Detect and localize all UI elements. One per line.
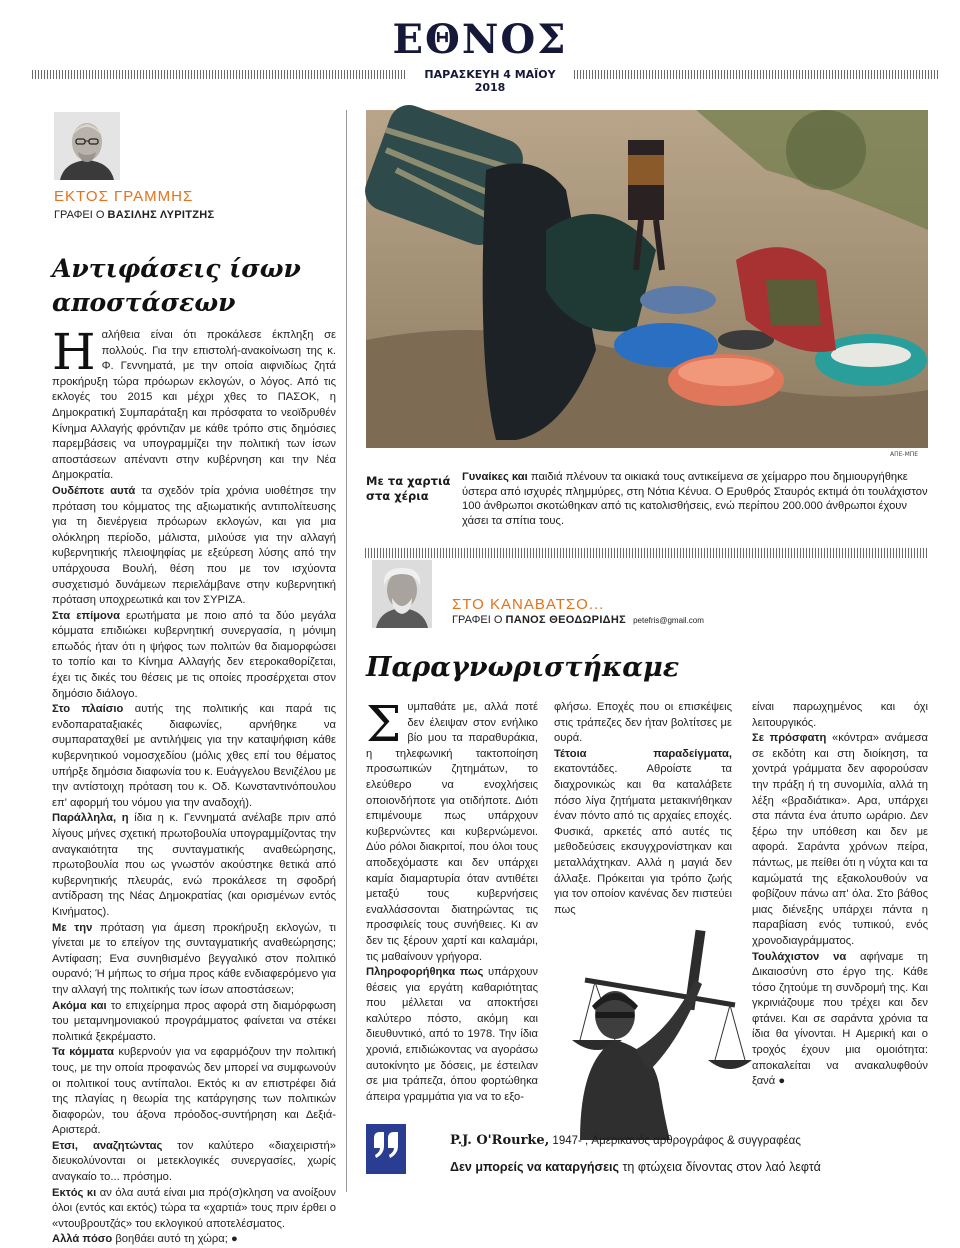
author-name: ΠΑΝΟΣ ΘΕΟΔΩΡΙΔΗΣ xyxy=(505,614,627,626)
justice-statue-icon xyxy=(540,920,760,1140)
drop-cap: Σ xyxy=(366,695,402,753)
paragraph-text: αυτής της πολιτικής και παρά τις ενδοπαραταξιακές διαφωνίες, αρνήθηκε να συμπαραταχθεί με αντιλήψεις για την καταψήφιση κάθε κυβερνητικού νομοσχεδίου (μόλις χθες επί του θέματος υπήρξε δημόσια διαφωνία του κ. Ευάγγελου Βενιζέλου με την αντίστοιχη πρόταση του κ. Οδ. Κωνσταντινόπουλου επ' αφορμή του νόμου για την αναδοχή). xyxy=(52,703,336,809)
paragraph xyxy=(52,1186,336,1233)
article-body-left xyxy=(52,323,337,1248)
paragraph-text: είναι παρωχημένος και όχι λειτουργικός. xyxy=(752,701,928,729)
masthead xyxy=(0,18,960,62)
quote-mark-icon xyxy=(366,1124,406,1174)
paragraph xyxy=(366,965,538,1105)
flood-photo-image xyxy=(366,110,928,448)
paragraph xyxy=(52,811,336,920)
paragraph-text: βοηθάει αυτό τη χώρα; ● xyxy=(112,1233,238,1246)
paragraph-lead: Στο πλαίσιο xyxy=(52,703,124,716)
newspaper-logo: ΕΘΝΟΣ xyxy=(392,16,568,63)
paragraph xyxy=(52,609,336,703)
photo-credit: ΑΠΕ-ΜΠΕ xyxy=(890,451,919,458)
quote-author-desc: 1947- , Αμερικανός αρθρογράφος & συγγραφέας xyxy=(549,1135,801,1147)
byline-lyritzis xyxy=(54,209,214,221)
quote-text xyxy=(450,1160,821,1174)
paragraph-lead: Πληροφορήθηκα πως xyxy=(366,966,484,979)
paragraph xyxy=(554,747,732,919)
paragraph xyxy=(52,921,336,999)
paragraph-text: κυβερνούν για να εφαρμόζουν την πολιτική τους, με την οποία προφανώς δεν μπορεί να συμφωνούν οι πολιτικοί τους αντίπαλοι. Εκτός κι αν επιστρέφει διά της πλαγίας η θεωρία της κατάργησης των πολιτικών διαφορών, του άξονα πρόοδος-συντήρηση και Δεξιά-Αριστερά. xyxy=(52,1046,336,1137)
paragraph-lead: Με την xyxy=(52,921,93,934)
justice-statue-image xyxy=(540,920,760,1140)
column-divider xyxy=(346,110,347,1192)
paragraph-text: ερωτήματα με ποιο από τα δύο μεγάλα κόμματα επιδιώκει κυβερνητική συνεργασία, η μόνιμη επωδός ήταν ότι η ψήφος των πολιτών θα διαμορφώσει το τοπίο και το Κίνημα Αλλαγής δεν ετεροκαθορίζεται, έχει τις δικές του θέσεις με τις οποίες προσέρχεται στον δημόσιο διάλογο. xyxy=(52,609,337,700)
paragraph xyxy=(52,1045,336,1139)
paragraph xyxy=(52,702,336,811)
column-rubric-sto-kanavatso: ΣΤΟ ΚΑΝΑΒΑΤΣΟ... xyxy=(452,596,605,613)
article-body-right-col2 xyxy=(554,700,732,918)
headline-line-2: αποστάσεων xyxy=(52,288,236,317)
quote-body: τη φτώχεια δίνοντας στον λαό λεφτά xyxy=(619,1160,821,1174)
paragraph-text: φλήσω. Εποχές που οι επισκέψεις στις τράπεζες δεν ήταν βολτίτσες με ουρά. xyxy=(554,701,732,745)
caption-body: παιδιά πλένουν τα οικιακά τους αντικείμενα σε χείμαρρο που δημιουργήθηκε ύστερα από ισχυρές πλημμύρες, στη Νότια Κένυα. Ο Ερυθρός Σταυρός εκτιμά ότι τουλάχιστον 100 άνθρωποι σκοτώθηκαν από τις κατολισθήσεις, ενώ περίπου 200.000 άνθρωποι έχουν χάσει τα σπίτια τους. xyxy=(462,471,928,527)
paragraph xyxy=(52,1232,336,1248)
paragraph-lead: Σε πρόσφατη xyxy=(752,732,827,745)
author-portrait-icon xyxy=(372,560,432,628)
paragraph xyxy=(366,695,538,965)
paragraph xyxy=(52,1139,336,1186)
photo-caption-title: Με τα χαρτιά στα χέρια xyxy=(366,474,451,503)
paragraph-text: το επιχείρημα προς αφορά στη διαμόρφωση του μεταμνημονιακού προγράμματος φαίνεται να στέκει πολιτικά ξεκρέμαστο. xyxy=(52,999,336,1043)
paragraph-text: αλήθεια είναι ότι προκάλεσε έκπληξη σε πολλούς. Για την επιστολή-ανακοίνωση της κ. Φ. Γεννηματά, με την οποία αιφνιδίως ζητά προκήρυξη τώρα πρόωρων εκλογών, ο λόγος. Από τις εκλογές του 2015 και μέχρι χθες το ΠΑΣΟΚ, η Δημοκρατική Συμπαράταξη και πρόσφατα το νεοϊδρυθέν Κίνημα Αλλαγής φρόντιζαν με κάθε τρόπο στις δημόσιες παρεμβάσεις να υπογραμμίζει την πολιτική των ίσων αποστάσεων απέναντι στην κυβέρνηση και την Νέα Δημοκρατία. xyxy=(52,329,336,482)
author-portrait-icon xyxy=(54,112,120,180)
headline-line-1: Αντιφάσεις ίσων xyxy=(52,254,301,283)
masthead-stripe-left xyxy=(32,70,406,79)
paragraph xyxy=(52,999,336,1046)
paragraph-lead: Παράλληλα, η xyxy=(52,812,129,825)
paragraph xyxy=(752,731,928,949)
article-headline-left xyxy=(52,252,342,320)
paragraph-lead: Τουλάχιστον να xyxy=(752,950,847,963)
paragraph-text: πρόταση για άμεση προκήρυξη εκλογών, τι γίνεται με το επείγον της συνταγματικής αναθεώρησης; Αντίφαση; Ενα συνηθισμένο βεγγαλικό στον πολιτικό ουρανό; Ή μήπως το σήμα προς κάθε ενδιαφερόμενο για την αλλαγή της πολιτικής των ίσων αποστάσεων; xyxy=(52,921,336,996)
caption-lead: Γυναίκες και xyxy=(462,471,528,483)
section-divider-stripe xyxy=(365,548,927,558)
paragraph-lead: Ακόμα και xyxy=(52,999,107,1012)
news-photo-kenya-flood xyxy=(366,110,928,448)
author-photo-theodoridis xyxy=(372,560,432,628)
quote-attribution xyxy=(450,1133,801,1148)
paragraph xyxy=(752,700,928,731)
paragraph-lead: Ετσι, αναζητώντας xyxy=(52,1139,163,1152)
paragraph-lead: Αλλά πόσο xyxy=(52,1233,113,1246)
paragraph-text: αφήναμε τη Δικαιοσύνη στο έργο της. Κάθε τόσο ζητούμε τη συνδρομή της. Και γκρινιάζουμε που τρέχει και δεν φτάνει. Και σε σαράντα χρόνια τα ίδια θα γίνονται. Η Αμερική και ο τροχός έχουν μια ομοιότητα: αποκαλείται να ανακαλυφθούν ξανά ● xyxy=(752,950,928,1088)
paragraph xyxy=(52,484,336,609)
paragraph-lead: Στα επίμονα xyxy=(52,609,120,622)
author-photo-lyritzis xyxy=(54,112,120,180)
author-name: ΒΑΣΙΛΗΣ ΛΥΡΙΤΖΗΣ xyxy=(107,209,215,221)
paragraph-text: αν όλα αυτά είναι μια πρό(σ)κληση να ανοίξουν όλοι (εντός και εκτός) τώρα τα «χαρτιά» τους πριν έρθει ο «ντουβρουτζάς» του εκλογικού αποτελέσματος. xyxy=(52,1186,336,1230)
issue-date: ΠΑΡΑΣΚΕΥΗ 4 ΜΑΪΟΥ 2018 xyxy=(424,68,556,94)
byline-theodoridis xyxy=(452,614,704,626)
paragraph xyxy=(752,950,928,1090)
paragraph-text: ίδια η κ. Γεννηματά ανέλαβε πριν από λίγους μήνες σχετική πρωτοβουλία υπογραμμίζοντας την αναγκαιότητα της συνταγματικής αναθεώρησης, πρωτοβουλία που ως γνωστόν ακούστηκε θετικά από κυβερνητικής πλευράς, ενώ προκάλεσε τη σφοδρή αντίδραση της Νέας Δημοκρατίας (και ορισμένων εντός Κινήματος). xyxy=(52,812,337,918)
paragraph-lead: Τα κόμματα xyxy=(52,1046,115,1059)
drop-cap: Η xyxy=(52,323,96,381)
paragraph-text: εκατοντάδες. Αθροίστε τα διαχρονικώς και θα καταλάβετε πόσο λίγα ζητήματα μετακινήθηκαν έναν πόντο από τις αρχαίες εποχές. Φυσικά, αρκετές από αυτές τις μεθοδεύσεις εκσυγχρονίστηκαν και μεταλλάχτηκαν. Αλλά η μαγιά δεν άλλαξε. Πρόκειται για τρόπο ζωής για τον οποίον κανένας δεν πιστεύει πως xyxy=(554,763,732,916)
article-headline-right: Παραγνωριστήκαμε xyxy=(366,652,680,683)
paragraph xyxy=(52,323,336,484)
paragraph-text: υπάρχουν θέσεις για εργάτη καθαριότητας που μέλλεται να αποκτήσει καλύτερο πόστο, ακόμη και διευθυντικό, από το 1978. Την ίδια χρονιά, επιδιώκοντας να αγοράσω αυτοκίνητο με δόσεις, με έστειλαν σε μια τράπεζα, όπου φορτώθηκα άπειρα γραμμάτια για να το εξο- xyxy=(366,966,538,1103)
byline-prefix: ΓΡΑΦΕΙ Ο xyxy=(54,209,105,221)
paragraph-text: «κόντρα» ανάμεσα σε εκδότη και στη διοίκηση, τα χοντρά γράμματα δεν αφορούσαν την πράξη ή τη συνομιλία, αλλά τη λέξη «βραδιάτικα». Αρα, υπάρχει στα πάντα ένα άτυπο ωράριο. Δεν ξέρω την υπόθεση και δεν με αφορά. Σαράντα χρόνων πείρα, πάντως, με πείθει ότι η νύχτα και τα καμώματά της εξακολουθούν να φοβίζουν πάνω απ' όλα. Στο βάθος μιας διένεξης υπάρχει πάντα η παραβίαση ενός τυπικού, ενός χρονοδιαγράμματος. xyxy=(752,732,928,947)
paragraph-lead: Ουδέποτε αυτά xyxy=(52,484,136,497)
quote-author-name: P.J. O'Rourke, xyxy=(450,1133,550,1148)
paragraph-text: τον καλύτερο «διαχειριστή» διευκολύνονται οι μετεκλογικές συνεργασίες, χωρίς αναγκαίο το... πρόσημο. xyxy=(52,1139,336,1184)
article-body-right-col3 xyxy=(752,700,928,1090)
masthead-stripe-right xyxy=(574,70,940,79)
article-body-right-col1 xyxy=(366,695,538,1105)
quote-lead: Δεν μπορείς να καταργήσεις xyxy=(450,1160,620,1174)
paragraph-lead: Εκτός κι xyxy=(52,1186,97,1199)
quote-mark-box xyxy=(366,1124,406,1174)
byline-prefix: ΓΡΑΦΕΙ Ο xyxy=(452,614,503,626)
paragraph xyxy=(554,700,732,747)
paragraph-text: τα σχεδόν τρία χρόνια υιοθέτησε την πρόταση του κόμματος της αξιωματικής αντιπολίτευσης για τη διενέργεια πρόωρων εκλογών, και για μια ολόκληρη περίοδο, μάλιστα, μιλούσε για την αλλαγή κυβερνητικής πλειοψηφίας με εξεύρεση λύσης από την υπάρχουσα Βουλή, θέση που με τον ισχύοντα συσχετισμό δυνάμεων περιελάμβανε στην κυβερνητική πρόταση υποχρεωτικά και τον ΣΥΡΙΖΑ. xyxy=(52,484,337,607)
photo-caption xyxy=(462,470,928,528)
author-email: petefris@gmail.com xyxy=(633,616,704,625)
paragraph-lead: Τέτοια παραδείγματα, xyxy=(554,747,732,760)
column-rubric-ektos-grammis: ΕΚΤΟΣ ΓΡΑΜΜΗΣ xyxy=(54,188,194,205)
paragraph-text: υμπαθάτε με, αλλά ποτέ δεν έλειψαν στον ενήλικο βίο μου τα παραθυράκια, η τηλεφωνική τακτοποίηση προσωπικών ζητημάτων, το ελεύθερο να ενοχλήσεις οποιονδήποτε για οτιδήποτε. Διότι επιμένουμε πως υπάρχουν κυβερνώντες και κυβερνώμενοι. Δύο ρόλοι διακριτοί, που όλοι τους αποδεχόμαστε και δεν υπάρχει καμία διαμαρτυρία όταν αντιθέτει μεταξύ τους κυβερνήσεις εναλλάσσονται διατηρώντας τις προσφιλείς τους συνήθειες. Κι αν δεν τις ξέρουν χαρτί και καλαμάρι, τις μαθαίνουν γρήγορα. xyxy=(366,701,538,963)
